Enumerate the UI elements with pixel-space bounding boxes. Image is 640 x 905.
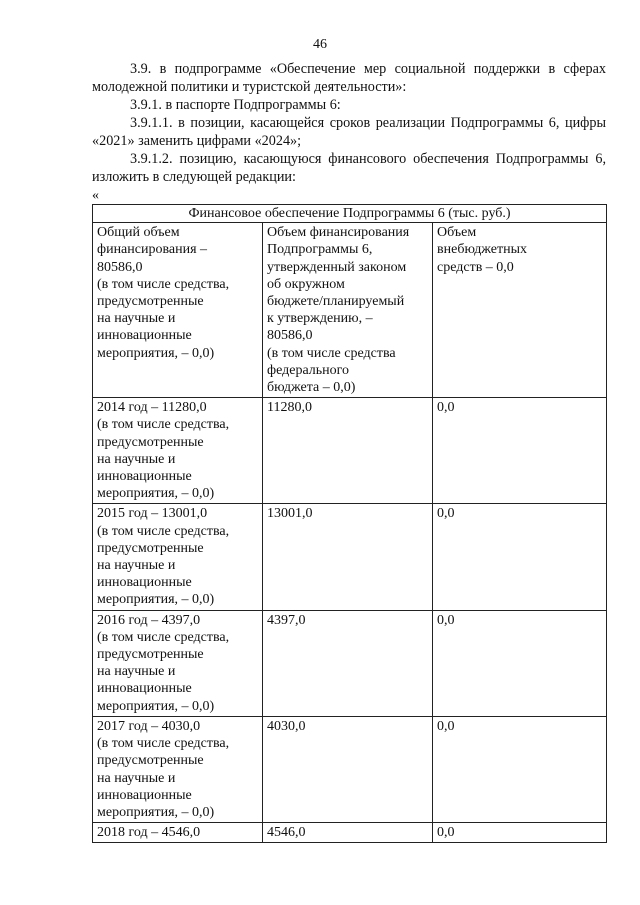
cell-budget-amount: 4397,0 [263,610,433,716]
table-row [93,823,607,843]
table-header-row [93,223,607,398]
cell-text-line: инновационные [97,328,192,344]
cell-year-total [93,504,263,610]
cell-budget-amount: 4546,0 [263,823,433,843]
table-row [93,504,607,610]
cell-text-line: мероприятия, – 0,0) [97,804,215,820]
cell-text-line: внебюджетных [437,242,528,258]
cell-text-line: Общий объем [97,225,180,241]
cell-text-line: предусмотренные [97,647,204,663]
cell-year-total [93,716,263,822]
table-row [93,716,607,822]
cell-year-total [93,823,263,843]
cell-text-line: бюджете/планируемый [267,294,405,310]
cell-text-line: Подпрограммы 6, [267,242,373,258]
cell-text-line: Объем финансирования [267,225,410,241]
header-extrabudgetary-funds [433,223,607,398]
cell-text-line: (в том числе средства, [97,523,230,539]
cell-text-line: предусмотренные [97,540,204,556]
cell-text-line: инновационные [97,575,192,591]
paragraph-3-9-1: 3.9.1. в паспорте Подпрограммы 6: [130,97,341,113]
header-budget-financing [263,223,433,398]
cell-text-line: на научные и [97,558,176,574]
cell-text-line: предусмотренные [97,434,204,450]
cell-text-line: 2015 год – 13001,0 [97,506,208,522]
financing-table [92,204,607,843]
cell-text-line: об окружном [267,276,345,292]
cell-text-line: финансирования – [97,242,208,258]
cell-text-line: предусмотренные [97,753,204,769]
cell-text-line: утвержденный законом [267,259,407,275]
page-number: 46 [313,37,327,52]
table-body [93,398,607,843]
opening-quote: « [92,188,99,203]
cell-text-line: (в том числе средства, [97,276,230,292]
cell-text-line: 80586,0 [97,259,143,275]
cell-extrabudgetary-amount: 0,0 [433,716,607,822]
cell-text-line: (в том числе средства, [97,417,230,433]
cell-text-line: инновационные [97,469,192,485]
cell-text-line: 80586,0 [267,328,313,344]
cell-text-line: на научные и [97,664,176,680]
cell-text-line: 2014 год – 11280,0 [97,400,207,416]
cell-text-line: мероприятия, – 0,0) [97,486,215,502]
cell-text-line: к утверждению, – [267,311,373,327]
cell-text-line: 2016 год – 4397,0 [97,612,201,628]
cell-budget-amount: 4030,0 [263,716,433,822]
cell-text-line: мероприятия, – 0,0) [97,345,215,361]
cell-year-total [93,398,263,504]
cell-text-line: инновационные [97,787,192,803]
cell-text-line: (в том числе средства [267,345,396,361]
cell-text-line: 2017 год – 4030,0 [97,718,201,734]
cell-year-total [93,610,263,716]
cell-text-line: бюджета – 0,0) [267,380,356,396]
cell-text-line: на научные и [97,770,176,786]
body-text [92,60,606,186]
cell-text-line: (в том числе средства, [97,736,230,752]
cell-text-line: 2018 год – 4546,0 [97,825,201,841]
cell-text-line: (в том числе средства, [97,629,230,645]
cell-text-line: на научные и [97,311,176,327]
cell-extrabudgetary-amount: 0,0 [433,610,607,716]
paragraph-3-9-1-1: 3.9.1.1. в позиции, касающейся сроков реализации Подпрограммы 6, цифры «2021» заменить цифрами «2024»; [92,115,606,149]
cell-extrabudgetary-amount: 0,0 [433,398,607,504]
cell-text-line: Объем [437,225,477,241]
cell-text-line: федерального [267,362,350,378]
cell-text-line: мероприятия, – 0,0) [97,698,215,714]
table-row [93,398,607,504]
cell-text-line: предусмотренные [97,294,204,310]
cell-extrabudgetary-amount: 0,0 [433,504,607,610]
cell-text-line: инновационные [97,681,192,697]
cell-budget-amount: 11280,0 [263,398,433,504]
cell-extrabudgetary-amount: 0,0 [433,823,607,843]
cell-budget-amount: 13001,0 [263,504,433,610]
cell-text-line: средств – 0,0 [437,259,514,275]
header-total-financing [93,223,263,398]
paragraph-3-9: 3.9. в подпрограмме «Обеспечение мер социальной поддержки в сферах молодежной политики и туристской деятельности»: [92,61,606,95]
cell-text-line: на научные и [97,451,176,467]
table-caption: Финансовое обеспечение Подпрограммы 6 (тыс. руб.) [93,205,607,223]
table-caption-row [93,205,607,223]
cell-text-line: мероприятия, – 0,0) [97,592,215,608]
paragraph-3-9-1-2: 3.9.1.2. позицию, касающуюся финансового обеспечения Подпрограммы 6, изложить в следующей редакции: [92,151,606,185]
table-row [93,610,607,716]
